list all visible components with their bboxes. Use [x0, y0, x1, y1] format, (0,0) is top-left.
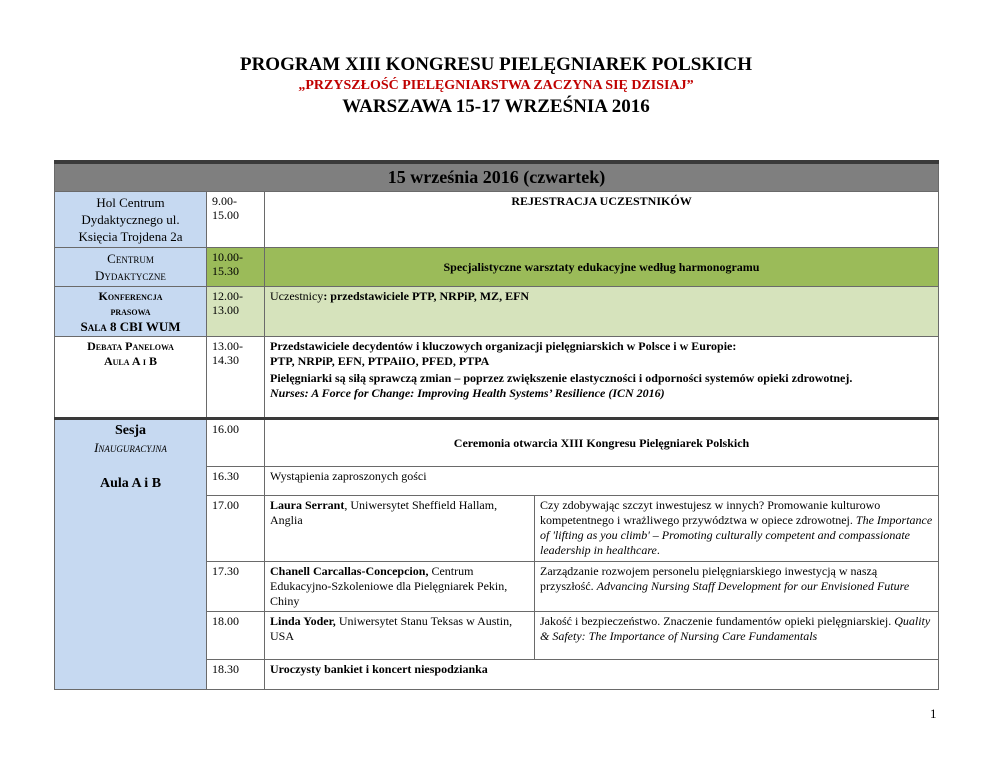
- time-cell: 18.30: [207, 660, 265, 690]
- topic-cell: [535, 562, 939, 612]
- debate-line: Nurses: A Force for Change: Improving Health Systems’ Resilience (ICN 2016): [270, 386, 665, 400]
- location-line: Dydaktyczne: [95, 268, 166, 283]
- participants-list: : przedstawiciele PTP, NRPiP, MZ, EFN: [323, 289, 530, 303]
- location-hol: [55, 192, 207, 248]
- location-konferencja: [55, 287, 207, 337]
- topic-polish: Zarządzanie rozwojem personelu pielęgniarskiego inwestycją w naszą przyszłość.: [540, 564, 878, 593]
- speaker-affiliation: Uniwersytet Stanu Teksas w Austin, USA: [270, 614, 513, 643]
- session-title: Sesja: [114, 423, 147, 438]
- location-line: Konferencja: [98, 289, 163, 303]
- speaker-cell: [265, 562, 535, 612]
- opening-ceremony-cell: Ceremonia otwarcia XIII Kongresu Pielęgniarek Polskich: [265, 419, 939, 467]
- table-row: [55, 287, 939, 337]
- location-line: Dydaktycznego ul.: [81, 212, 180, 227]
- press-conference-cell: [265, 287, 939, 337]
- topic-cell: [535, 496, 939, 562]
- location-debata: [55, 337, 207, 419]
- speaker-name: Laura Serrant: [270, 498, 345, 512]
- table-row: [55, 419, 939, 467]
- panel-debate-cell: [265, 337, 939, 419]
- speaker-cell: [265, 496, 535, 562]
- workshops-cell: Specjalistyczne warsztaty edukacyjne według harmonogramu: [265, 248, 939, 287]
- table-row: [55, 248, 939, 287]
- session-room: Aula A i B: [99, 476, 162, 491]
- registration-cell: REJESTRACJA UCZESTNIKÓW: [265, 192, 939, 248]
- session-subtitle: Inauguracyjna: [94, 440, 167, 455]
- topic-polish: Jakość i bezpieczeństwo. Znaczenie fundamentów opieki pielęgniarskiej.: [540, 614, 895, 628]
- congress-place-dates: WARSZAWA 15-17 WRZEŚNIA 2016: [342, 96, 650, 117]
- time-cell: 16.30: [207, 467, 265, 496]
- time-cell: 10.00- 15.30: [207, 248, 265, 287]
- topic-end: .: [656, 543, 660, 557]
- time-cell: 18.00: [207, 612, 265, 660]
- document-title: PROGRAM XIII KONGRESU PIELĘGNIAREK POLSKICH: [239, 54, 752, 75]
- location-line: prasowa: [110, 304, 151, 318]
- location-line: Księcia Trojdena 2a: [78, 229, 183, 244]
- speaker-cell: [265, 612, 535, 660]
- time-cell: 17.00: [207, 496, 265, 562]
- guests-speeches-cell: Wystąpienia zaproszonych gości: [265, 467, 939, 496]
- table-row: [55, 192, 939, 248]
- banquet-cell: Uroczysty bankiet i koncert niespodzianka: [265, 660, 939, 690]
- congress-motto: „PRZYSZŁOŚĆ PIELĘGNIARSTWA ZACZYNA SIĘ DZISIAJ”: [298, 78, 694, 93]
- participants-label: Uczestnicy: [270, 289, 324, 303]
- topic-english: Advancing Nursing Staff Development for our Envisioned Future: [596, 579, 910, 593]
- speaker-name: Chanell Carcallas-Concepcion,: [270, 564, 429, 578]
- time-cell: 12.00- 13.00: [207, 287, 265, 337]
- time-cell: 17.30: [207, 562, 265, 612]
- topic-cell: [535, 612, 939, 660]
- speaker-name: Linda Yoder,: [270, 614, 336, 628]
- debate-line: PTP, NRPiP, EFN, PTPAiIO, PFED, PTPA: [270, 354, 490, 368]
- topic-english: The Importance of 'lifting as you climb' – Promoting culturally competent and compassionate leadership in healthcare: [540, 513, 933, 557]
- topic-english: Quality & Safety: The Importance of Nursing Care Fundamentals: [540, 614, 931, 643]
- location-line: Sala 8 CBI WUM: [80, 319, 181, 334]
- location-line: Debata Panelowa: [87, 339, 174, 353]
- time-cell: 16.00: [207, 419, 265, 467]
- location-line: Hol Centrum: [96, 195, 165, 210]
- day-header-row: [55, 162, 939, 192]
- table-row: [55, 337, 939, 419]
- location-line: Aula A i B: [103, 354, 157, 368]
- speaker-affiliation: Centrum Edukacyjno-Szkoleniowe dla Pielęgniarek Pekin, Chiny: [270, 564, 508, 608]
- time-cell: 13.00- 14.30: [207, 337, 265, 419]
- topic-polish: Czy zdobywając szczyt inwestujesz w innych? Promowanie kulturowo kompetentnego i wrażliwego przywództwa w opiece zdrowotnej.: [540, 498, 881, 527]
- speaker-affiliation: , Uniwersytet Sheffield Hallam, Anglia: [270, 498, 498, 527]
- day-heading: 15 września 2016 (czwartek): [55, 162, 939, 192]
- program-table: [54, 160, 939, 690]
- location-centrum: [55, 248, 207, 287]
- debate-line: Pielęgniarki są siłą sprawczą zmian – poprzez zwiększenie elastyczności i odporności systemów opieki zdrowotnej.: [270, 371, 853, 385]
- time-cell: 9.00- 15.00: [207, 192, 265, 248]
- location-line: Centrum: [107, 251, 154, 266]
- debate-line: Przedstawiciele decydentów i kluczowych organizacji pielęgniarskich w Polsce i w Europie:: [270, 339, 737, 353]
- page-number: 1: [930, 706, 937, 721]
- location-sesja: [55, 419, 207, 690]
